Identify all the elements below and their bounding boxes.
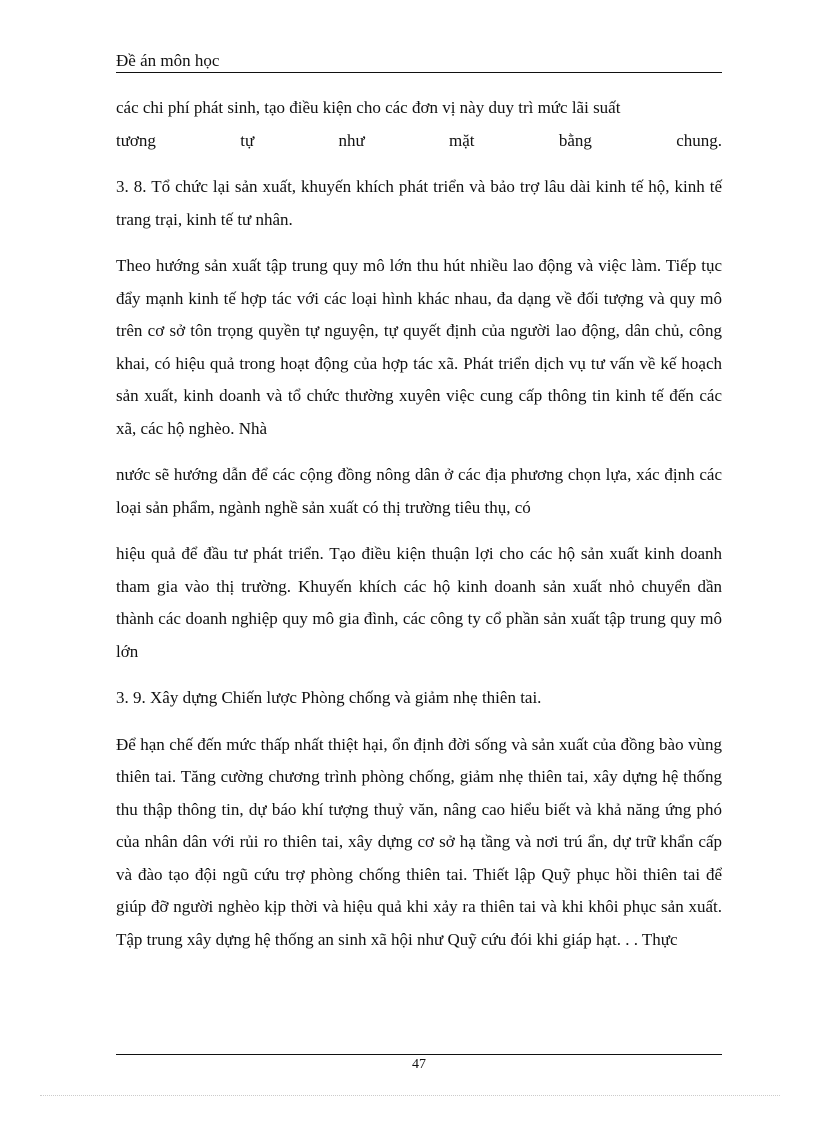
page-header-title: Đề án môn học [116,51,220,70]
paragraph-3-8-part1: Theo hướng sản xuất tập trung quy mô lớn thu hút nhiều lao động và việc làm. Tiếp tục đẩy mạnh kinh tế hợp tác với các loại hình khác nhau, đa dạng về đối tượng và quy mô trên cơ sở tôn trọng quyền tự nguyện, tự quyết định của người lao động, dân chủ, công khai, có hiệu quả trong hoạt động của hợp tác xã. Phát triển dịch vụ tư vấn về kế hoạch sản xuất, kinh doanh và tổ chức thường xuyên việc cung cấp thông tin kinh tế đến các xã, các hộ nghèo. Nhà [116,256,722,438]
paragraph-continuation-line1: các chi phí phát sinh, tạo điều kiện cho các đơn vị này duy trì mức lãi suất [116,98,621,117]
section-heading-3-8: 3. 8. Tổ chức lại sản xuất, khuyến khích phát triển và bảo trợ lâu dài kinh tế hộ, kinh tế trang trại, kinh tế tư nhân. [116,177,722,229]
paragraph-continuation-line2: tương tự như mặt bằng chung. [116,130,722,150]
paragraph-3-8-part2: nước sẽ hướng dẫn để các cộng đồng nông dân ở các địa phương chọn lựa, xác định các loại sản phẩm, ngành nghề sản xuất có thị trường tiêu thụ, có [116,465,722,517]
paragraph-3-9: Để hạn chế đến mức thấp nhất thiệt hại, ổn định đời sống và sản xuất của đồng bào vùng thiên tai. Tăng cường chương trình phòng chống, giảm nhẹ thiên tai, xây dựng hệ thống thu thập thông tin, dự báo khí tượng thuỷ văn, nâng cao hiểu biết và khả năng ứng phó của nhân dân với rủi ro thiên tai, xây dựng cơ sở hạ tầng và nơi trú ẩn, dự trữ khẩn cấp và đào tạo đội ngũ cứu trợ phòng chống thiên tai. Thiết lập Quỹ phục hồi thiên tai để giúp đỡ người nghèo kịp thời và hiệu quả khi xảy ra thiên tai và khi khôi phục sản xuất. Tập trung xây dựng hệ thống an sinh xã hội như Quỹ cứu đói khi giáp hạt. . . Thực [116,734,722,949]
header-divider [116,72,722,73]
page-number: 47 [412,1057,426,1072]
page-body [116,92,722,956]
page-bottom-border [40,1095,780,1096]
section-heading-3-9: 3. 9. Xây dựng Chiến lược Phòng chống và giảm nhẹ thiên tai. [116,688,542,707]
paragraph-3-8-part3: hiệu quả để đầu tư phát triển. Tạo điều kiện thuận lợi cho các hộ sản xuất kinh doanh tham gia vào thị trường. Khuyến khích các hộ kinh doanh sản xuất nhỏ chuyển dần thành các doanh nghiệp quy mô gia đình, các công ty cổ phần sản xuất tập trung quy mô lớn [116,544,722,661]
footer-divider [116,1054,722,1055]
